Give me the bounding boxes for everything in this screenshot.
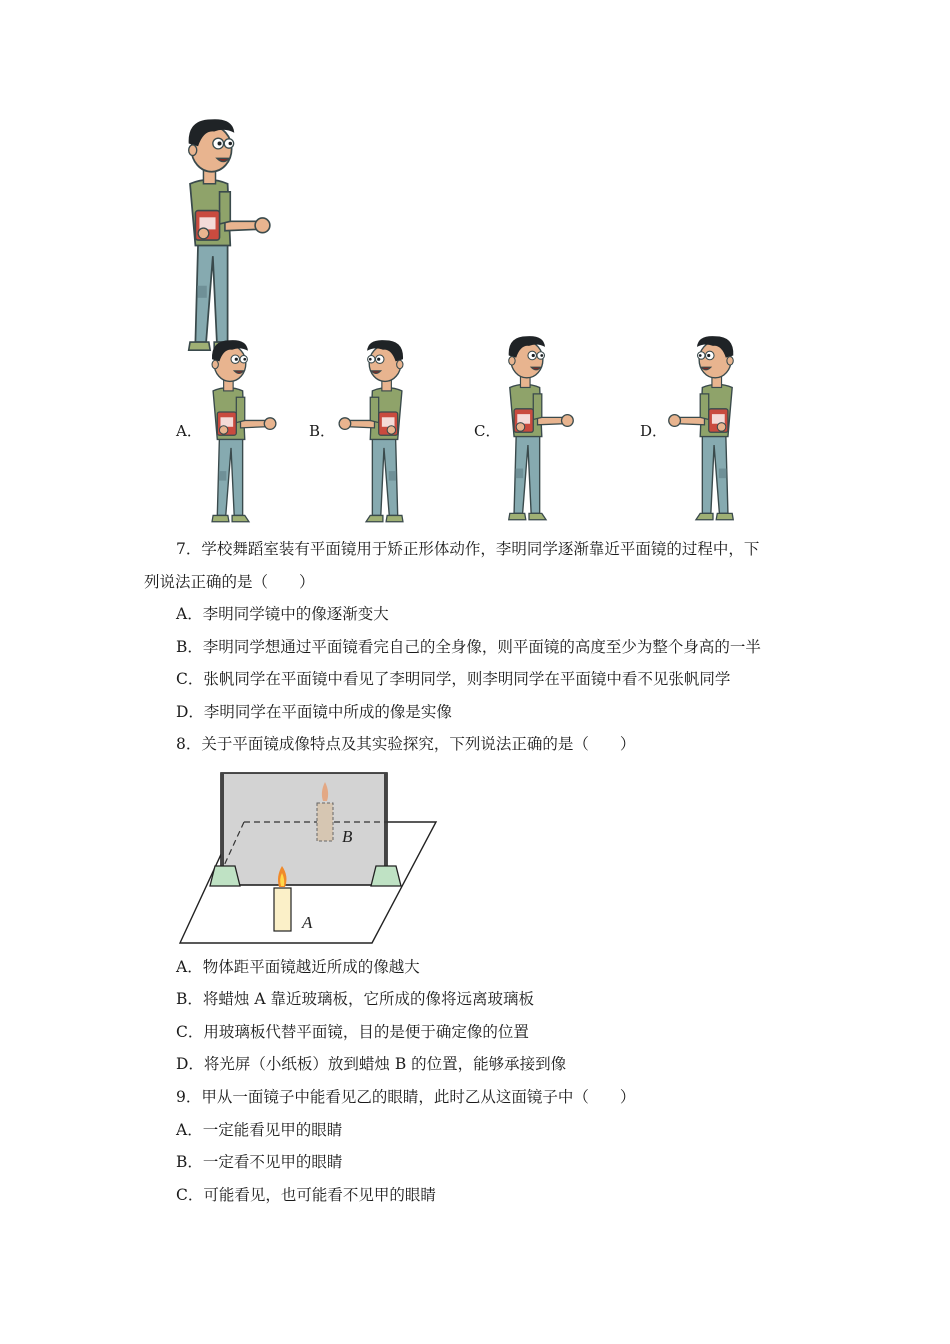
boy-figure-original xyxy=(170,114,260,324)
q7-option-d[interactable]: D．李明同学在平面镜中所成的像是实像 xyxy=(176,703,452,721)
boy-figure-option-b xyxy=(335,336,415,526)
glass-plate xyxy=(221,773,387,885)
q9-option-a[interactable]: A．一定能看见甲的眼睛 xyxy=(176,1121,343,1139)
boy-figure-option-d xyxy=(665,330,745,526)
candle-b-label: B xyxy=(342,827,353,846)
q8-option-a[interactable]: A．物体距平面镜越近所成的像越大 xyxy=(176,958,420,976)
candle-a-label: A xyxy=(302,913,313,932)
q7-option-a[interactable]: A．李明同学镜中的像逐渐变大 xyxy=(176,605,389,623)
q9-option-c[interactable]: C．可能看见，也可能看不见甲的眼睛 xyxy=(176,1186,436,1204)
q9-option-b[interactable]: B．一定看不见甲的眼睛 xyxy=(176,1153,343,1171)
candle-a xyxy=(274,888,291,931)
figure-option-a-label[interactable]: A． xyxy=(176,422,202,440)
q7-stem-line2: 列说法正确的是（ ） xyxy=(144,573,315,591)
boy-figure-option-a xyxy=(200,336,280,526)
q9-stem: 9．甲从一面镜子中能看见乙的眼睛，此时乙从这面镜子中（ ） xyxy=(176,1088,636,1106)
q7-option-b[interactable]: B．李明同学想通过平面镜看完自己的全身像，则平面镜的高度至少为整个身高的一半 xyxy=(176,638,761,656)
boy-figure-option-c xyxy=(497,330,577,526)
left-stand xyxy=(210,866,240,886)
candle-b xyxy=(317,803,333,841)
mirror-experiment-diagram xyxy=(178,770,438,946)
q8-option-b[interactable]: B．将蜡烛 A 靠近玻璃板，它所成的像将远离玻璃板 xyxy=(176,990,534,1008)
figure-option-b-label[interactable]: B． xyxy=(309,422,336,440)
figure-option-c-label[interactable]: C． xyxy=(474,422,501,440)
q7-option-c[interactable]: C．张帆同学在平面镜中看见了李明同学，则李明同学在平面镜中看不见张帆同学 xyxy=(176,670,731,688)
q8-option-c[interactable]: C．用玻璃板代替平面镜，目的是便于确定像的位置 xyxy=(176,1023,529,1041)
q8-stem: 8．关于平面镜成像特点及其实验探究，下列说法正确的是（ ） xyxy=(176,735,636,753)
figure-option-d-label[interactable]: D． xyxy=(640,422,668,440)
q7-stem-line1: 7．学校舞蹈室装有平面镜用于矫正形体动作，李明同学逐渐靠近平面镜的过程中，下 xyxy=(176,540,760,558)
right-stand xyxy=(371,866,401,886)
q8-option-d[interactable]: D．将光屏（小纸板）放到蜡烛 B 的位置，能够承接到像 xyxy=(176,1055,567,1073)
